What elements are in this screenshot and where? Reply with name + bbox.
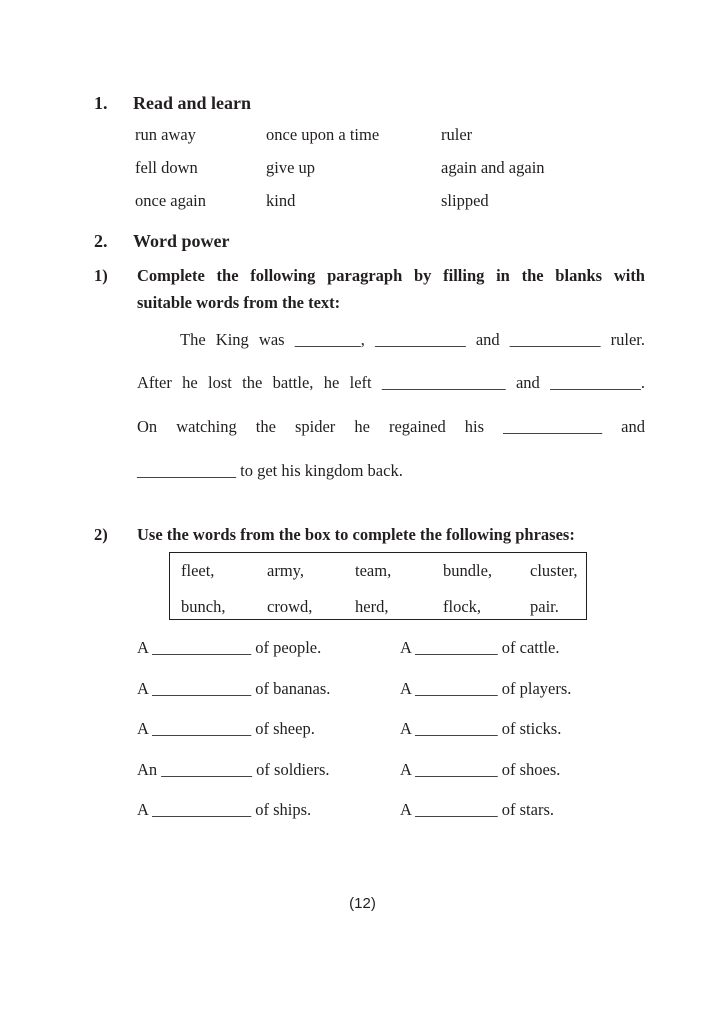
phrase-item: A __________ of sticks. <box>400 719 562 738</box>
question-1-instruction-line2: suitable words from the text: <box>137 293 341 312</box>
section-2-number: 2. <box>94 231 108 251</box>
vocab-word: once again <box>135 191 207 210</box>
phrase-item: A __________ of stars. <box>400 800 554 819</box>
phrase-item: A ____________ of ships. <box>137 800 312 819</box>
vocab-word: run away <box>135 125 196 144</box>
question-1-instruction-line1: Complete the following paragraph by filling in the blanks with <box>137 266 645 285</box>
phrase-item: An ___________ of soldiers. <box>137 760 330 779</box>
phrase-item: A __________ of players. <box>400 679 572 698</box>
box-word: cluster, <box>530 561 578 580</box>
vocab-word: give up <box>266 158 316 177</box>
box-word: army, <box>267 561 304 580</box>
box-word: flock, <box>443 597 482 616</box>
box-word: pair. <box>530 597 559 616</box>
phrase-item: A ____________ of people. <box>137 638 322 657</box>
section-1-title: Read and learn <box>133 93 252 113</box>
vocab-word: ruler <box>441 125 473 144</box>
page-number: (12) <box>349 895 376 912</box>
phrase-item: A ____________ of bananas. <box>137 679 331 698</box>
box-word: fleet, <box>181 561 215 580</box>
vocab-word: once upon a time <box>266 125 380 144</box>
phrase-item: A __________ of cattle. <box>400 638 560 657</box>
vocab-word: fell down <box>135 158 198 177</box>
phrase-item: A ____________ of sheep. <box>137 719 315 738</box>
paragraph-line-3: On watching the spider he regained his ____________ and <box>137 417 645 436</box>
paragraph-line-4: ____________ to get his kingdom back. <box>137 461 403 480</box>
vocab-word: kind <box>266 191 296 210</box>
box-word: team, <box>355 561 392 580</box>
question-2-number: 2) <box>94 525 108 544</box>
box-word: herd, <box>355 597 389 616</box>
question-1-number: 1) <box>94 266 108 285</box>
phrase-item: A __________ of shoes. <box>400 760 561 779</box>
vocab-word: again and again <box>441 158 545 177</box>
paragraph-line-1: The King was ________, ___________ and ___________ ruler. <box>180 330 645 349</box>
word-box <box>169 552 587 620</box>
paragraph-line-2: After he lost the battle, he left _______________ and ___________. <box>137 373 645 392</box>
box-word: crowd, <box>267 597 313 616</box>
box-word: bunch, <box>181 597 226 616</box>
section-2-title: Word power <box>133 231 230 251</box>
section-1-number: 1. <box>94 93 108 113</box>
box-word: bundle, <box>443 561 493 580</box>
vocab-word: slipped <box>441 191 489 210</box>
question-2-instruction: Use the words from the box to complete the following phrases: <box>137 525 575 544</box>
